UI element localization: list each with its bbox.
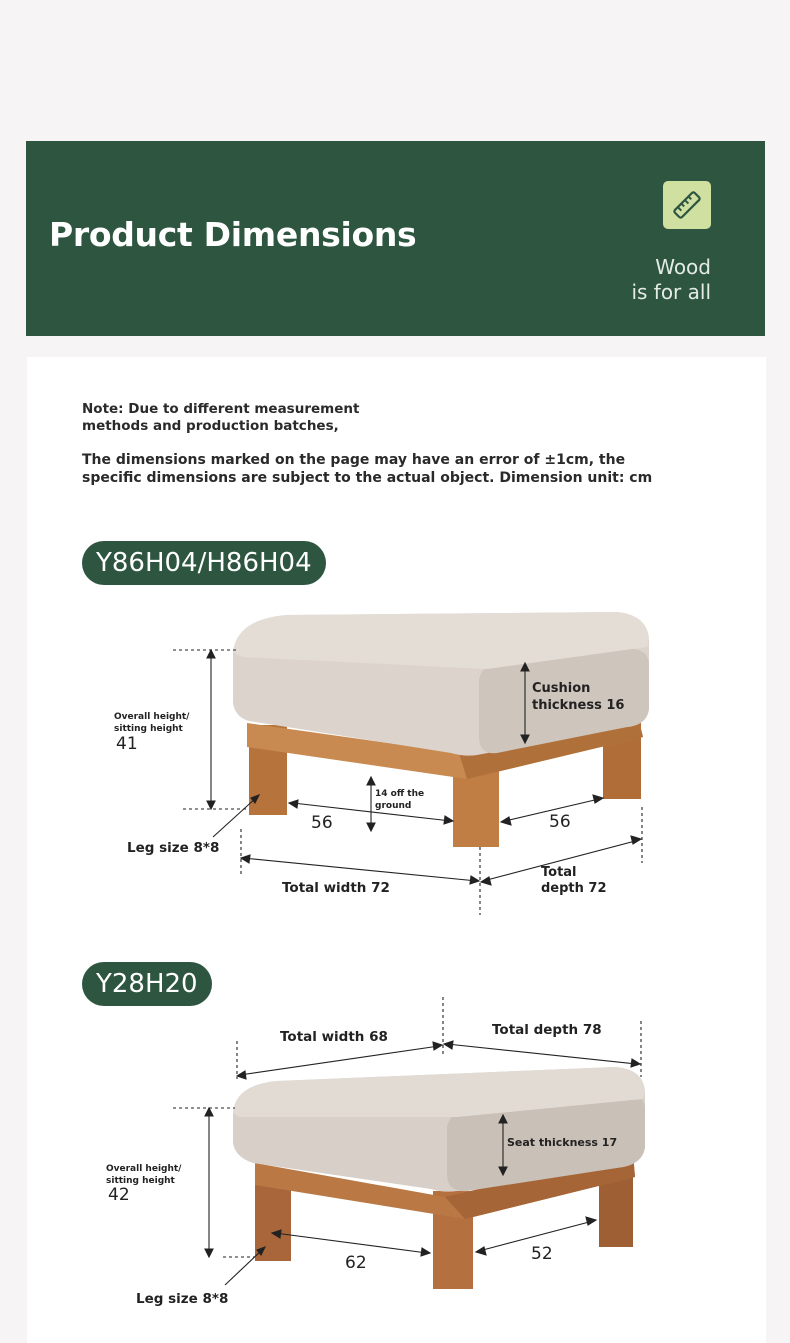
total-width-label: Total width 72 <box>282 880 390 896</box>
tagline-line-2: is for all <box>631 280 711 304</box>
total-depth-label-2: Total depth 78 <box>492 1022 602 1038</box>
total-width-label-2: Total width 68 <box>280 1029 388 1045</box>
note-line-3: The dimensions marked on the page may have an error of ±1cm, the <box>82 452 626 468</box>
note-line-4: specific dimensions are subject to the actual object. Dimension unit: cm <box>82 470 653 486</box>
note-line-2: methods and production batches, <box>82 418 339 434</box>
header-banner <box>26 141 765 336</box>
height-label-2a: Overall height/ <box>106 1164 182 1174</box>
height-label-1: Overall height/ <box>114 712 190 722</box>
cushion-label-1: Cushion <box>532 681 591 696</box>
ground-label-1: 14 off the <box>375 789 425 799</box>
dimensions-card <box>27 357 766 1343</box>
cushion-label-2: thickness 16 <box>532 698 625 713</box>
note-line-1: Note: Due to different measurement <box>82 401 360 417</box>
height-value-2: 42 <box>108 1185 130 1205</box>
page-title: Product Dimensions <box>49 215 417 254</box>
ruler-icon <box>663 181 711 229</box>
ground-label-2: ground <box>375 801 412 811</box>
inner-width-value-2: 62 <box>345 1253 367 1273</box>
ottoman-2-image <box>233 1067 645 1289</box>
inner-width-value: 56 <box>311 813 333 833</box>
product-2-diagram <box>27 357 766 1343</box>
model-tag-1: Y86H04/H86H04 <box>82 541 326 585</box>
tagline-line-1: Wood <box>655 255 711 279</box>
height-label-2: sitting height <box>114 724 183 734</box>
seat-thickness-label: Seat thickness 17 <box>507 1136 618 1149</box>
tagline <box>631 255 711 305</box>
inner-depth-value: 56 <box>549 812 571 832</box>
total-depth-label-1: Total <box>541 865 577 880</box>
total-depth-label-2: depth 72 <box>541 881 607 896</box>
leg-size-label-2: Leg size 8*8 <box>136 1291 229 1307</box>
model-tag-2: Y28H20 <box>82 962 212 1006</box>
height-label-2b: sitting height <box>106 1176 175 1186</box>
height-value: 41 <box>116 734 138 754</box>
leg-size-label: Leg size 8*8 <box>127 840 220 856</box>
inner-depth-value-2: 52 <box>531 1244 553 1264</box>
